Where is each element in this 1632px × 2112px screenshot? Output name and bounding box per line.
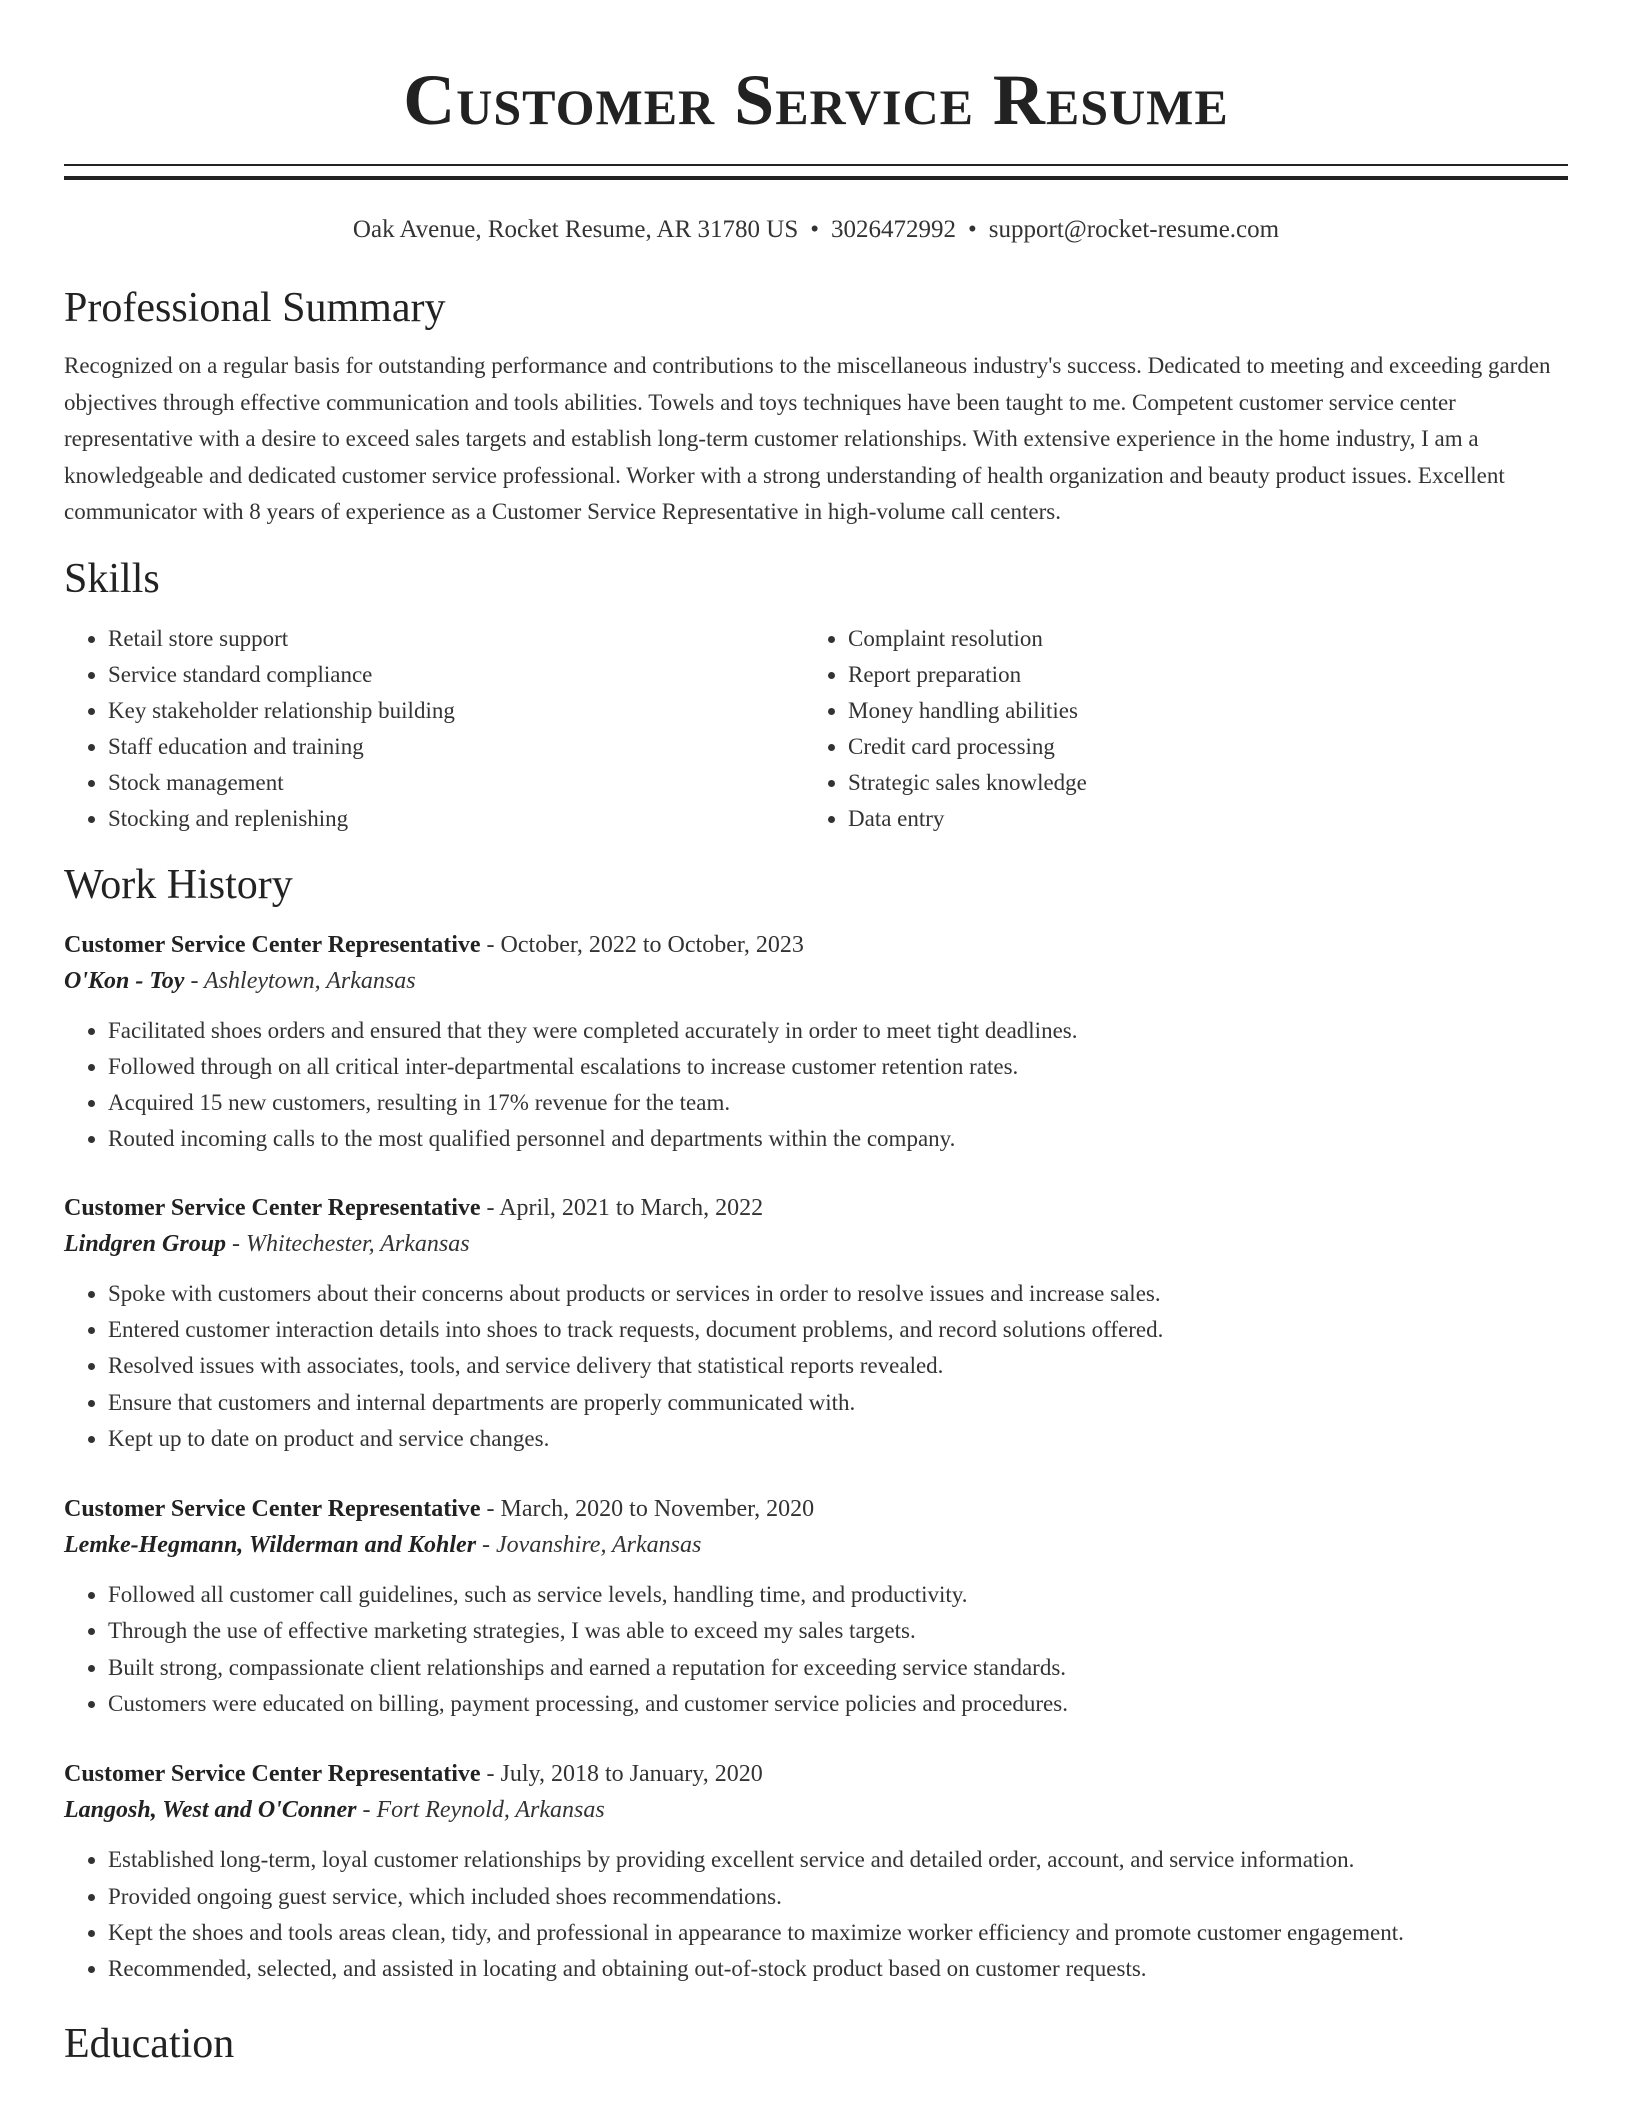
job-bullet: • Followed through on all critical inter-departmental escalations to increase customer retention rates. bbox=[108, 1049, 1568, 1085]
job-title: Customer Service Center Representative bbox=[64, 1761, 481, 1788]
company-name: Langosh, West and O'Conner bbox=[64, 1797, 357, 1824]
job-bullet: • Established long-term, loyal customer relationships by providing excellent service and detailed order, account, and service information. bbox=[108, 1842, 1568, 1878]
job-title: Customer Service Center Representative bbox=[64, 1194, 481, 1221]
job-bullets bbox=[64, 1013, 1568, 1158]
job-dates: - October, 2022 to October, 2023 bbox=[480, 931, 804, 958]
job-bullet: • Provided ongoing guest service, which included shoes recommendations. bbox=[108, 1879, 1568, 1915]
company-name: Lindgren Group bbox=[64, 1230, 227, 1257]
job-bullets bbox=[64, 1577, 1568, 1722]
job-bullet: • Acquired 15 new customers, resulting in 17% revenue for the team. bbox=[108, 1085, 1568, 1121]
job-dates: - March, 2020 to November, 2020 bbox=[480, 1496, 815, 1523]
contact-phone: 3026472992 bbox=[831, 216, 957, 243]
company-line bbox=[64, 1527, 1568, 1563]
contact-line bbox=[64, 214, 1568, 246]
contact-address: Oak Avenue, Rocket Resume, AR 31780 US bbox=[352, 216, 799, 243]
company-location: - Jovanshire, Arkansas bbox=[476, 1532, 702, 1559]
job-entry bbox=[64, 1190, 1568, 1457]
job-bullets bbox=[64, 1842, 1568, 1987]
job-bullet: • Recommended, selected, and assisted in locating and obtaining out-of-stock product based on customer requests. bbox=[108, 1951, 1568, 1987]
resume-title: Customer Service Resume bbox=[403, 60, 1229, 140]
job-title-line bbox=[64, 1756, 1568, 1792]
company-name: Lemke-Hegmann, Wilderman and Kohler bbox=[64, 1532, 477, 1559]
company-name: O'Kon - Toy bbox=[64, 967, 185, 994]
job-bullet: • Spoke with customers about their concerns about products or services in order to resolve issues and increase sales. bbox=[108, 1276, 1568, 1312]
summary-heading: Professional Summary bbox=[64, 285, 446, 331]
job-bullet: • Kept the shoes and tools areas clean, tidy, and professional in appearance to maximize worker efficiency and promote customer engagement. bbox=[108, 1915, 1568, 1951]
work-history-heading: Work History bbox=[64, 861, 293, 908]
summary-text: Recognized on a regular basis for outstanding performance and contributions to the miscellaneous industry's success. Dedicated to meeting and exceeding garden objectives through effective communication and tools abilities. Towels and toys techniques have been taught to me. Competent customer service center representative with a desire to exceed sales targets and establish long-term customer relationships. With extensive experience in the home industry, I am a knowledgeable and dedicated customer service professional. Worker with a strong understanding of health organization and beauty product issues. Excellent communicator with 8 years of experience as a Customer Service Representative in high-volume call centers. bbox=[64, 353, 1551, 524]
job-dates: - April, 2021 to March, 2022 bbox=[480, 1194, 764, 1221]
skill-item: • Retail store support bbox=[108, 621, 806, 657]
skills-list-right bbox=[806, 621, 1548, 837]
job-bullet: • Customers were educated on billing, payment processing, and customer service policies and procedures. bbox=[108, 1686, 1568, 1722]
job-bullet: • Routed incoming calls to the most qualified personnel and departments within the company. bbox=[108, 1121, 1568, 1157]
company-location: - Whitechester, Arkansas bbox=[226, 1230, 470, 1257]
job-title-line bbox=[64, 1190, 1568, 1226]
skills-columns bbox=[64, 621, 1568, 837]
skill-item: • Data entry bbox=[848, 801, 1548, 837]
company-location: - Fort Reynold, Arkansas bbox=[356, 1797, 605, 1824]
job-bullet: • Resolved issues with associates, tools, and service delivery that statistical reports revealed. bbox=[108, 1348, 1568, 1384]
job-title-line bbox=[64, 927, 1568, 963]
job-title-line bbox=[64, 1491, 1568, 1527]
contact-separator: • bbox=[810, 216, 820, 243]
job-bullet: • Entered customer interaction details into shoes to track requests, document problems, and record solutions offered. bbox=[108, 1312, 1568, 1348]
title-divider bbox=[64, 164, 1568, 180]
job-bullet: • Through the use of effective marketing strategies, I was able to exceed my sales targets. bbox=[108, 1613, 1568, 1649]
job-entry bbox=[64, 927, 1568, 1158]
education-heading: Education bbox=[64, 2020, 235, 2067]
skill-item: • Stocking and replenishing bbox=[108, 801, 806, 837]
contact-email: support@rocket-resume.com bbox=[988, 216, 1280, 243]
skill-item: • Report preparation bbox=[848, 657, 1548, 693]
company-line bbox=[64, 963, 1568, 999]
job-bullet: • Ensure that customers and internal departments are properly communicated with. bbox=[108, 1385, 1568, 1421]
job-title: Customer Service Center Representative bbox=[64, 1496, 481, 1523]
skill-item: • Money handling abilities bbox=[848, 693, 1548, 729]
skill-item: • Key stakeholder relationship building bbox=[108, 693, 806, 729]
job-bullet: • Built strong, compassionate client relationships and earned a reputation for exceeding service standards. bbox=[108, 1650, 1568, 1686]
contact-separator: • bbox=[968, 216, 977, 243]
job-bullet: • Facilitated shoes orders and ensured that they were completed accurately in order to meet tight deadlines. bbox=[108, 1013, 1568, 1049]
company-line bbox=[64, 1792, 1568, 1828]
job-bullet: • Kept up to date on product and service changes. bbox=[108, 1421, 1568, 1457]
skills-list-left bbox=[64, 621, 806, 837]
job-entry bbox=[64, 1756, 1568, 1987]
job-title: Customer Service Center Representative bbox=[64, 931, 481, 958]
skill-item: • Credit card processing bbox=[848, 729, 1548, 765]
job-bullets bbox=[64, 1276, 1568, 1457]
skill-item: • Complaint resolution bbox=[848, 621, 1548, 657]
company-location: - Ashleytown, Arkansas bbox=[184, 967, 416, 994]
resume-page bbox=[64, 0, 1568, 2070]
skill-item: • Stock management bbox=[108, 765, 806, 801]
job-entry bbox=[64, 1491, 1568, 1722]
job-dates: - July, 2018 to January, 2020 bbox=[480, 1761, 763, 1788]
skill-item: • Staff education and training bbox=[108, 729, 806, 765]
job-bullet: • Followed all customer call guidelines, such as service levels, handling time, and productivity. bbox=[108, 1577, 1568, 1613]
skill-item: • Service standard compliance bbox=[108, 657, 806, 693]
skill-item: • Strategic sales knowledge bbox=[848, 765, 1548, 801]
company-line bbox=[64, 1226, 1568, 1262]
skills-heading: Skills bbox=[64, 555, 160, 602]
